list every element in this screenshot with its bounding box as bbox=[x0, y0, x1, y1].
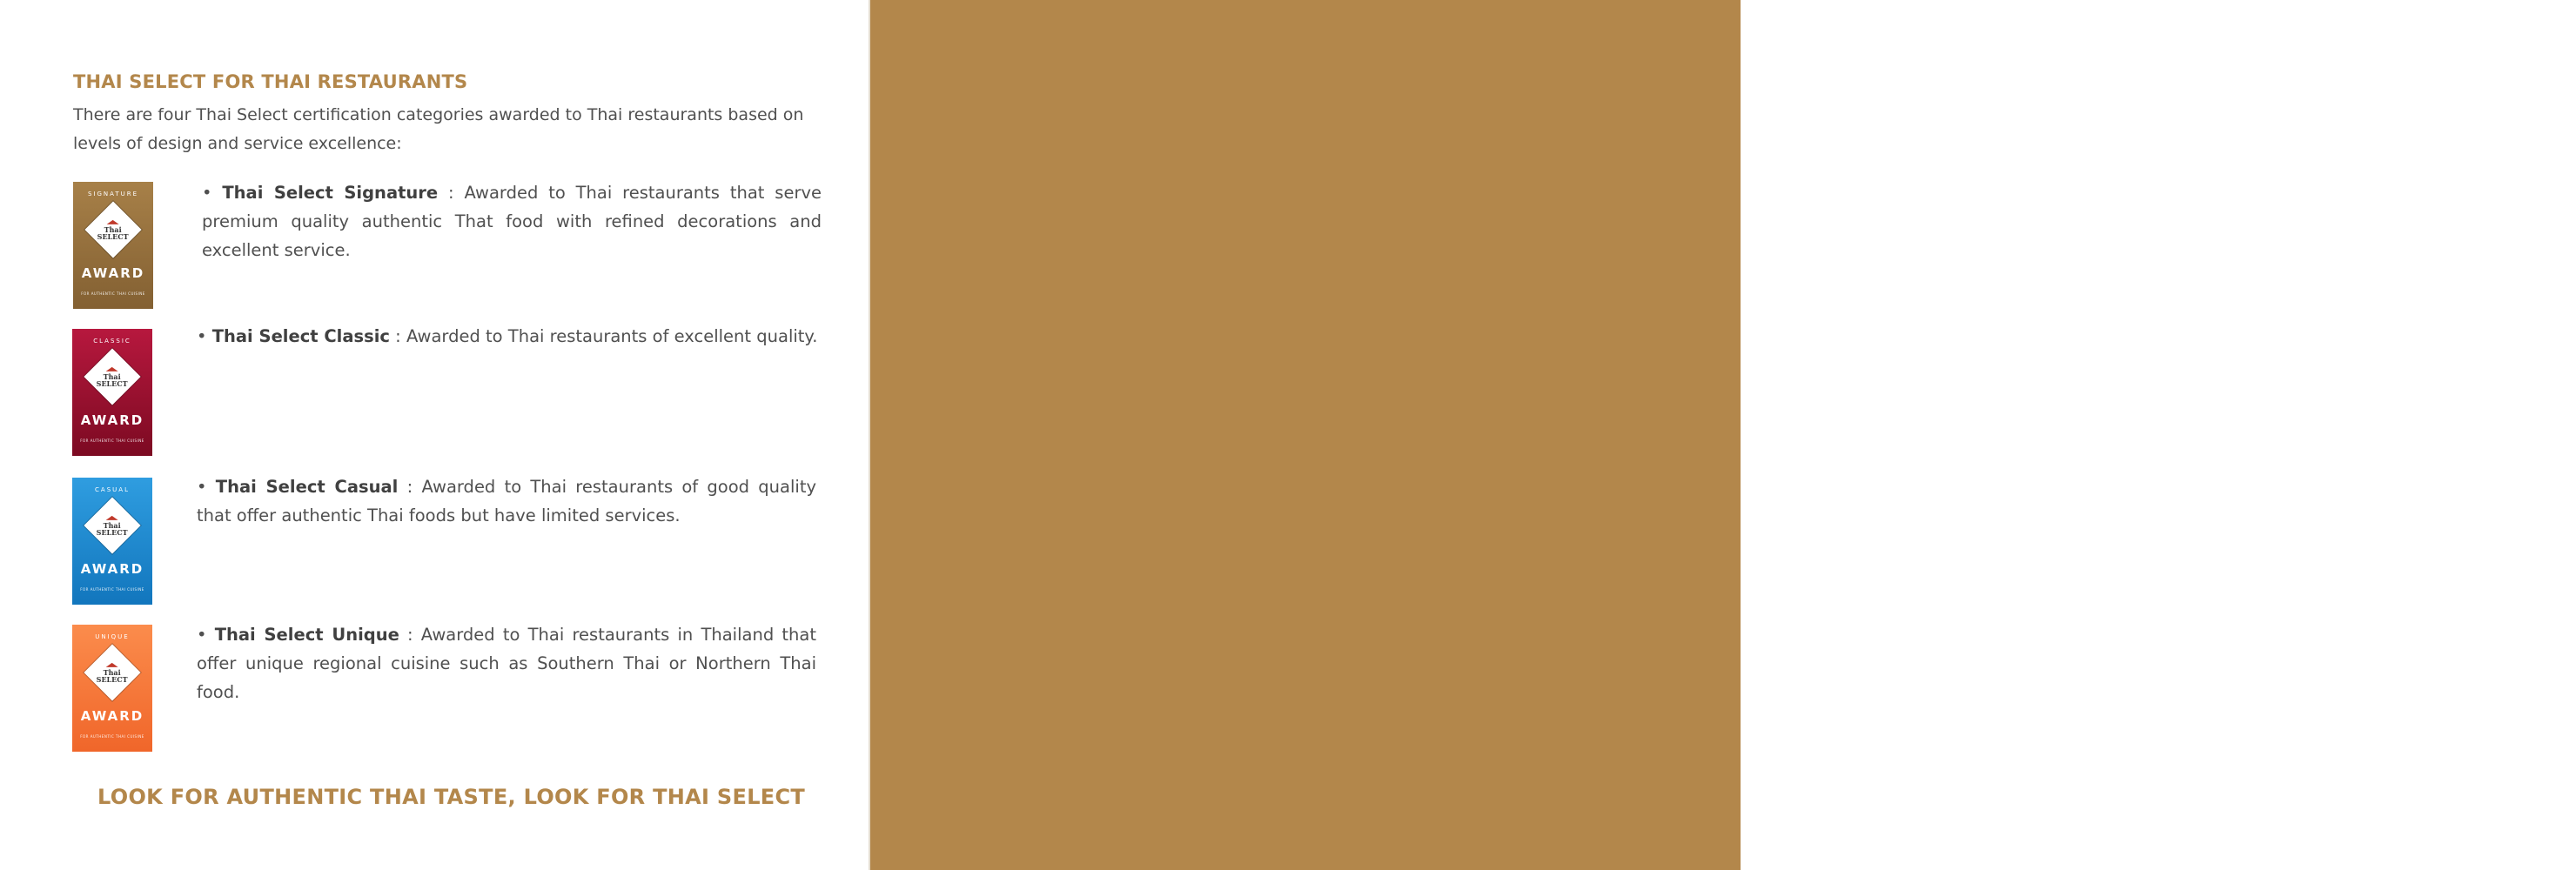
thai-select-logo-icon bbox=[84, 201, 141, 258]
badge-award-label: AWARD bbox=[80, 412, 144, 428]
toc-page-number: 19 bbox=[1982, 619, 2003, 639]
casual-description bbox=[197, 472, 816, 530]
thai-select-logo-icon bbox=[84, 348, 140, 405]
signature-award-badge bbox=[73, 182, 153, 309]
badge-award-label: AWARD bbox=[80, 708, 144, 724]
toc-dish-subtitle: Bananas in Coconut Milk bbox=[2030, 765, 2229, 784]
badge-logo-text: Thai SELECT bbox=[97, 520, 128, 537]
toc-entry[interactable] bbox=[1949, 312, 2576, 374]
toc-dish-subtitle: Papaya Salad bbox=[2030, 336, 2140, 354]
toc-page-number: 15 bbox=[1982, 496, 2003, 516]
toc-page-number: 13 bbox=[1982, 435, 2003, 454]
toc-dish-subtitle: Massaman Curry with Chicken and Potatoes bbox=[2030, 519, 2385, 539]
toc-dish-name: Gluai Buat Chi bbox=[2030, 742, 2160, 761]
toc-dish-subtitle: Sour Curry with Mixed Vegetables bbox=[2030, 642, 2304, 661]
category-text: : Awarded to Thai restaurants of good quality that offer authentic Thai foods but have limited services. bbox=[197, 477, 817, 525]
toc-dish-subtitle: Spicy Prawns Soup with Chili Paste bbox=[2030, 581, 2311, 599]
tagline: LOOK FOR AUTHENTIC THAI TASTE, LOOK FOR THAI SELECT bbox=[97, 785, 806, 809]
unique-description bbox=[197, 620, 816, 706]
toc-dish-name: Yum Woon Sen Neua bbox=[2030, 374, 2217, 393]
toc-entry[interactable] bbox=[1949, 190, 2576, 251]
toc-dish-subtitle: Green Curry with Shrimps bbox=[2030, 458, 2239, 477]
bullet: • bbox=[197, 326, 212, 346]
toc-page-number: 09 bbox=[1982, 312, 2003, 331]
toc-entry[interactable] bbox=[1949, 558, 2576, 619]
toc-dish-subtitle: Black Glutinous Rice Pudding with Young Coconut Flesh bbox=[2030, 704, 2478, 722]
toc-entry[interactable] bbox=[1949, 374, 2576, 436]
left-page bbox=[0, 0, 869, 870]
toc-dish-name: Gaeng Som Phak Ruam bbox=[2030, 619, 2241, 639]
toc-entry[interactable] bbox=[1949, 497, 2576, 559]
badge-logo-text: Thai SELECT bbox=[97, 371, 128, 388]
toc-dish-subtitle: Chicken and Galangal in Coconut Milk Soup bbox=[2030, 274, 2381, 293]
badge-award-label: AWARD bbox=[81, 265, 145, 281]
badge-sub-label: FOR AUTHENTIC THAI CUISINE bbox=[81, 291, 145, 296]
category-name: Thai Select Casual bbox=[215, 477, 399, 497]
badge-sub-label: FOR AUTHENTIC THAI CUISINE bbox=[80, 587, 144, 592]
badge-category-label: UNIQUE bbox=[95, 633, 130, 640]
bullet: • bbox=[197, 477, 216, 497]
toc-entry[interactable] bbox=[1949, 680, 2576, 742]
toc-page-number: 07 bbox=[1982, 251, 2003, 271]
section-heading: THAI SELECT FOR THAI RESTAURANTS bbox=[73, 71, 468, 92]
category-name: Thai Select Classic bbox=[211, 326, 390, 346]
badge-category-label: CASUAL bbox=[95, 486, 130, 493]
toc-dish-name: Khao Niew Dam Piek Maphrao Awn bbox=[2030, 681, 2348, 699]
badge-award-label: AWARD bbox=[80, 561, 144, 577]
bullet: • bbox=[197, 625, 215, 645]
classic-award-badge bbox=[72, 329, 152, 456]
category-text: : Awarded to Thai restaurants in Thailand that offer unique regional cuisine such as Southern Thai or Northern Thai food. bbox=[197, 625, 816, 702]
toc-dish-name: Gaeng Kiew Wan Goong bbox=[2030, 436, 2247, 454]
toc-page-number: 17 bbox=[1982, 558, 2003, 577]
toc-dish-subtitle: Spicy Beef Glass Noodles Salad bbox=[2030, 397, 2284, 416]
contents-title: Content bbox=[1813, 109, 1928, 143]
badge-category-label: SIGNATURE bbox=[87, 191, 139, 197]
toc-page-number: 23 bbox=[1982, 741, 2003, 761]
toc-dish-name: Som Tum bbox=[2030, 313, 2113, 331]
toc-dish-subtitle: Thai Fried Noodles with Shrimps bbox=[2030, 213, 2291, 231]
toc-dish-name: Tom Yum Goong bbox=[2030, 559, 2176, 577]
category-name: Thai Select Signature bbox=[222, 183, 439, 203]
toc-dish-name: Pad Thai Goong Sod bbox=[2030, 191, 2213, 209]
category-text: : Awarded to Thai restaurants of excellent quality. bbox=[389, 326, 818, 346]
toc-dish-name: Tom Kha Gai bbox=[2030, 251, 2143, 271]
badge-logo-text: Thai SELECT bbox=[97, 667, 128, 684]
table-of-contents bbox=[1949, 190, 2576, 803]
toc-dish-name: Massaman Gai bbox=[2030, 497, 2162, 516]
casual-award-badge bbox=[72, 478, 152, 605]
contents-page bbox=[870, 0, 2478, 870]
bullet: • bbox=[202, 183, 223, 203]
badge-logo-text: Thai SELECT bbox=[97, 224, 129, 241]
toc-page-number: 21 bbox=[1982, 680, 2003, 699]
signature-description bbox=[202, 178, 822, 264]
category-name: Thai Select Unique bbox=[214, 625, 399, 645]
unique-award-badge bbox=[72, 625, 152, 752]
thai-select-logo-icon bbox=[84, 497, 140, 553]
toc-entry[interactable] bbox=[1949, 435, 2576, 497]
badge-sub-label: FOR AUTHENTIC THAI CUISINE bbox=[80, 734, 144, 739]
category-text: : Awarded to Thai restaurants that serve premium quality authentic That food with refined decorations and excellent service. bbox=[202, 183, 822, 260]
toc-entry[interactable] bbox=[1949, 619, 2576, 681]
toc-page-number: 11 bbox=[1982, 373, 2003, 393]
thai-select-logo-icon bbox=[84, 644, 140, 700]
badge-sub-label: FOR AUTHENTIC THAI CUISINE bbox=[80, 438, 144, 443]
toc-page-number: 05 bbox=[1982, 190, 2003, 209]
classic-description bbox=[197, 322, 822, 351]
toc-entry[interactable] bbox=[1949, 251, 2576, 313]
intro-paragraph: There are four Thai Select certification categories awarded to Thai restaurants based on levels of design and service excellence: bbox=[73, 105, 804, 153]
toc-entry[interactable] bbox=[1949, 742, 2576, 804]
badge-category-label: CLASSIC bbox=[93, 338, 131, 345]
